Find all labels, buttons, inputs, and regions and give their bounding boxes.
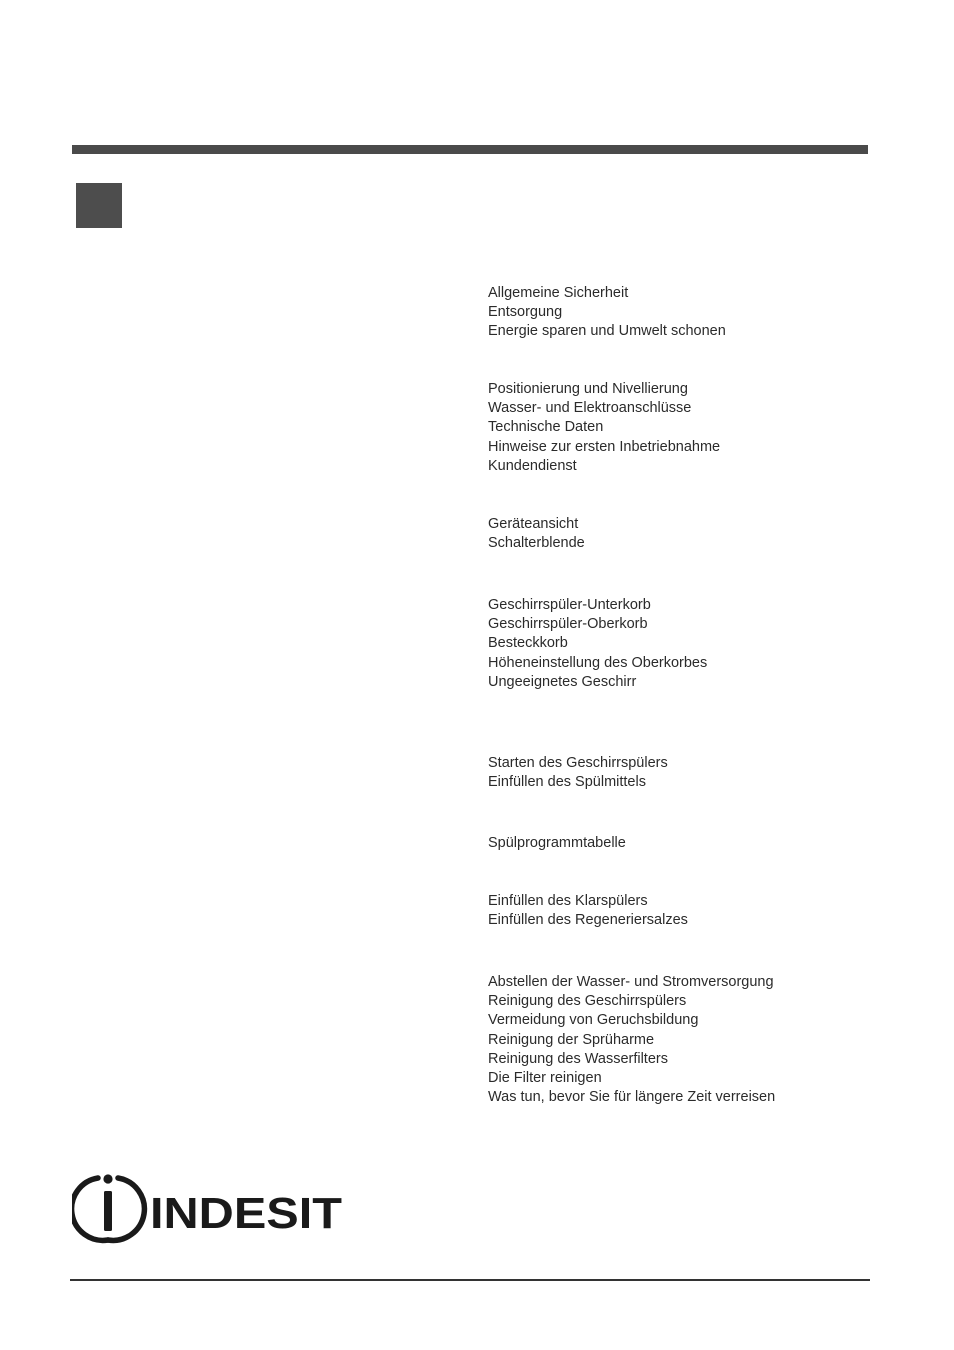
brand-wordmark: INDESIT (150, 1189, 343, 1238)
toc-group-safety (488, 284, 726, 342)
toc-item[interactable]: Hinweise zur ersten Inbetriebnahme (488, 438, 721, 455)
toc-item[interactable]: Energie sparen und Umwelt schonen (488, 323, 726, 340)
toc-item[interactable]: Ungeeignetes Geschirr (488, 673, 637, 690)
toc-item[interactable]: Die Filter reinigen (488, 1070, 602, 1087)
toc-item[interactable]: Geschirrspüler-Unterkorb (488, 597, 651, 613)
toc-item[interactable]: Wasser- und Elektroanschlüsse (488, 400, 692, 417)
toc-item[interactable]: Höheneinstellung des Oberkorbes (488, 654, 708, 671)
toc-group-start (488, 754, 668, 792)
toc-item[interactable]: Abstellen der Wasser- und Stromversorgung (488, 974, 774, 990)
toc-item[interactable]: Geräteansicht (488, 516, 579, 532)
toc-item[interactable]: Starten des Geschirrspülers (488, 755, 668, 771)
toc-item[interactable]: Schalterblende (488, 535, 585, 552)
indesit-logo (72, 1170, 347, 1246)
toc-item[interactable]: Kundendienst (488, 457, 577, 474)
toc-item[interactable]: Einfüllen des Regeneriersalzes (488, 912, 688, 929)
toc-item[interactable]: Einfüllen des Klarspülers (488, 893, 648, 909)
toc-item[interactable]: Einfüllen des Spülmittels (488, 774, 646, 791)
toc-item[interactable]: Positionierung und Nivellierung (488, 381, 688, 397)
toc-item[interactable]: Spülprogrammtabelle (488, 835, 626, 851)
footer-rule (70, 1279, 870, 1281)
toc-item[interactable]: Vermeidung von Geruchsbildung (488, 1012, 699, 1029)
toc-item[interactable]: Technische Daten (488, 419, 604, 436)
toc-item[interactable]: Allgemeine Sicherheit (488, 285, 629, 301)
toc-group-programs (488, 834, 626, 853)
toc-item[interactable]: Reinigung des Geschirrspülers (488, 993, 687, 1010)
toc-item[interactable]: Entsorgung (488, 304, 563, 321)
toc-item[interactable]: Geschirrspüler-Oberkorb (488, 616, 648, 633)
header-rule (72, 145, 868, 154)
toc-item[interactable]: Besteckkorb (488, 635, 568, 652)
language-marker-box (76, 183, 122, 228)
toc-item[interactable]: Reinigung des Wasserfilters (488, 1050, 668, 1067)
toc-group-rinse-salt (488, 892, 688, 930)
toc-group-maintenance (488, 973, 775, 1107)
toc-item[interactable]: Reinigung der Sprüharme (488, 1031, 655, 1048)
toc-group-installation (488, 380, 720, 476)
toc-group-description (488, 515, 585, 553)
toc-item[interactable]: Was tun, bevor Sie für längere Zeit verreisen (488, 1089, 776, 1106)
toc-group-loading (488, 596, 707, 692)
